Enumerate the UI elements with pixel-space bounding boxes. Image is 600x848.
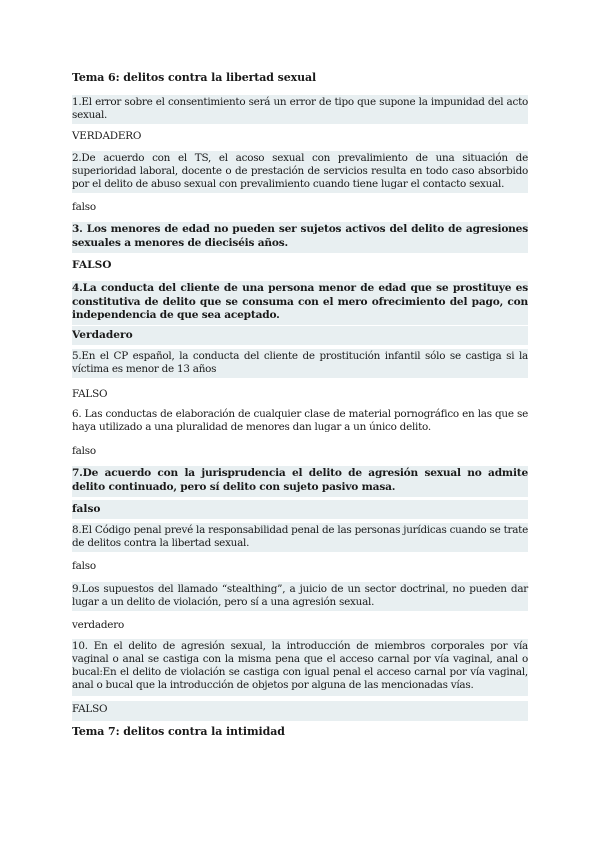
question-1: 1.El error sobre el consentimiento será un error de tipo que supone la impunidad del acto sexual. (72, 95, 528, 124)
question-2: 2.De acuerdo con el TS, el acoso sexual con prevalimiento de una situación de superioridad laboral, docente o de prestación de servicios resulta en todo caso absorbido por el delito de abuso sexual con prevalimiento cuando tiene lugar el contacto sexual. (72, 151, 528, 193)
question-8: 8.El Código penal prevé la responsabilidad penal de las personas jurídicas cuando se trate de delitos contra la libertad sexual. (72, 523, 528, 552)
answer-2: falso (72, 201, 96, 213)
question-6: 6. Las conductas de elaboración de cualquier clase de material pornográfico en las que se haya utilizado a una pluralidad de menores dan lugar a un único delito. (72, 408, 528, 433)
answer-7: falso (72, 500, 528, 519)
question-5: 5.En el CP español, la conducta del cliente de prostitución infantil sólo se castiga si la víctima es menor de 13 años (72, 349, 528, 378)
answer-5: FALSO (72, 388, 108, 400)
answer-3: FALSO (72, 259, 112, 271)
answer-6: falso (72, 445, 96, 457)
question-9: 9.Los supuestos del llamado “stealthing”, a juicio de un sector doctrinal, no pueden dar lugar a un delito de violación, pero sí a una agresión sexual. (72, 582, 528, 611)
question-7: 7.De acuerdo con la jurisprudencia el delito de agresión sexual no admite delito continuado, pero sí delito con sujeto pasivo masa. (72, 466, 528, 497)
answer-10: FALSO (72, 701, 528, 721)
question-10: 10. En el delito de agresión sexual, la introducción de miembros corporales por vía vaginal o anal se castiga con la misma pena que el acceso carnal por vía vaginal, anal o bucal:En el delito de violación se castiga con igual penal el acceso carnal por vía vaginal, anal o bucal que la introducción de objetos por alguna de las mencionadas vías. (72, 639, 528, 696)
answer-1: VERDADERO (72, 130, 142, 142)
section-title-tema-7: Tema 7: delitos contra la intimidad (72, 725, 285, 738)
answer-9: verdadero (72, 619, 125, 631)
question-4: 4.La conducta del cliente de una persona menor de edad que se prostituye es constitutiva de delito que se consuma con el mero ofrecimiento del pago, con independencia de que sea aceptado. (72, 281, 528, 325)
answer-8: falso (72, 560, 96, 572)
section-title-tema-6: Tema 6: delitos contra la libertad sexual (72, 71, 317, 84)
question-3: 3. Los menores de edad no pueden ser sujetos activos del delito de agresiones sexuales a menores de dieciséis años. (72, 222, 528, 253)
answer-4: Verdadero (72, 326, 528, 345)
